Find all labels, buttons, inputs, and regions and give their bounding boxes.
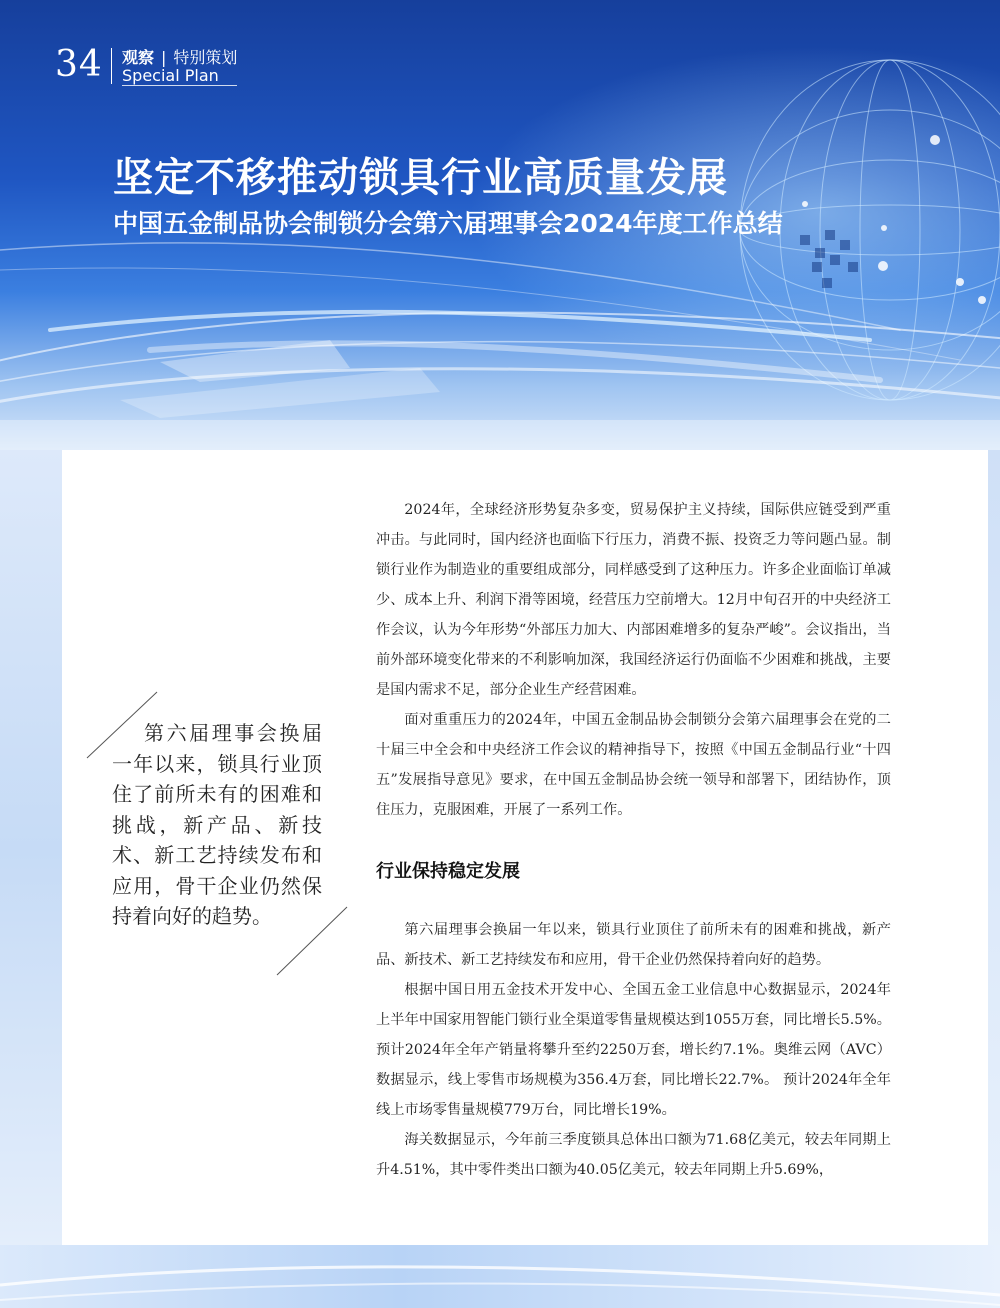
bottom-decor-strip xyxy=(0,1245,1000,1308)
section-separator: | xyxy=(161,48,167,67)
section-name-cn: 观察 xyxy=(122,48,155,67)
intro-text xyxy=(376,495,891,825)
left-decor-strip xyxy=(0,450,62,1250)
paragraph: 面对重重压力的2024年，中国五金制品协会制锁分会第六届理事会在党的二十届三中全会和中央经济工作会议的精神指导下，按照《中国五金制品行业“十四五”发展指导意见》要求，在中国五金制品协会统一领导和部署下，团结协作，顶住压力，克服困难，开展了一系列工作。 xyxy=(376,712,891,818)
section-label-en: Special Plan xyxy=(122,66,219,85)
article-title: 坚定不移推动锁具行业高质量发展 xyxy=(113,155,728,201)
section-label-cn xyxy=(122,45,237,68)
section-subname-cn: 特别策划 xyxy=(173,48,238,67)
hero-banner xyxy=(0,0,1000,470)
paragraph: 2024年，全球经济形势复杂多变，贸易保护主义持续，国际供应链受到严重冲击。与此同时，国内经济也面临下行压力，消费不振、投资乏力等问题凸显。制锁行业作为制造业的重要组成部分，同样感受到了这种压力。许多企业面临订单减少、成本上升、利润下滑等困境，经营压力空前增大。12月中旬召开的中央经济工作会议，认为今年形势“外部压力加大、内部困难增多的复杂严峻”。会议指出，当前外部环境变化带来的不利影响加深，我国经济运行仍面临不少困难和挑战，主要是国内需求不足，部分企业生产经营困难。 xyxy=(376,502,891,698)
section-heading: 行业保持稳定发展 xyxy=(376,861,520,882)
article-subtitle: 中国五金制品协会制锁分会第六届理事会2024年度工作总结 xyxy=(113,209,783,238)
paragraph: 根据中国日用五金技术开发中心、全国五金工业信息中心数据显示，2024年上半年中国家用智能门锁行业全渠道零售量规模达到1055万套，同比增长5.5%。预计2024年全年产销量将攀升至约2250万套，增长约7.1%。奥维云网（AVC）数据显示，线上零售市场规模为356.4万套，同比增长22.7%。 预计2024年全年线上市场零售量规模779万台，同比增长19%。 xyxy=(376,982,891,1118)
right-decor-strip xyxy=(988,450,1000,1250)
paragraph: 第六届理事会换届一年以来，锁具行业顶住了前所未有的困难和挑战，新产品、新技术、新工艺持续发布和应用，骨干企业仍然保持着向好的趋势。 xyxy=(376,922,891,968)
section-body-text xyxy=(376,915,891,1185)
bottom-streaks-graphic xyxy=(0,1245,1000,1308)
quote-bottom-line xyxy=(275,905,350,977)
pull-quote-text: 第六届理事会换届一年以来，锁具行业顶住了前所未有的困难和挑战，新产品、新技术、新工艺持续发布和应用，骨干企业仍然保持着向好的趋势。 xyxy=(112,721,322,928)
pull-quote xyxy=(112,718,322,932)
paragraph: 海关数据显示，今年前三季度锁具总体出口额为71.68亿美元，较去年同期上升4.51%，其中零件类出口额为40.05亿美元，较去年同期上升5.69%， xyxy=(376,1132,891,1178)
header-divider xyxy=(111,48,112,84)
page-number: 34 xyxy=(55,44,103,85)
section-underline xyxy=(122,85,237,86)
